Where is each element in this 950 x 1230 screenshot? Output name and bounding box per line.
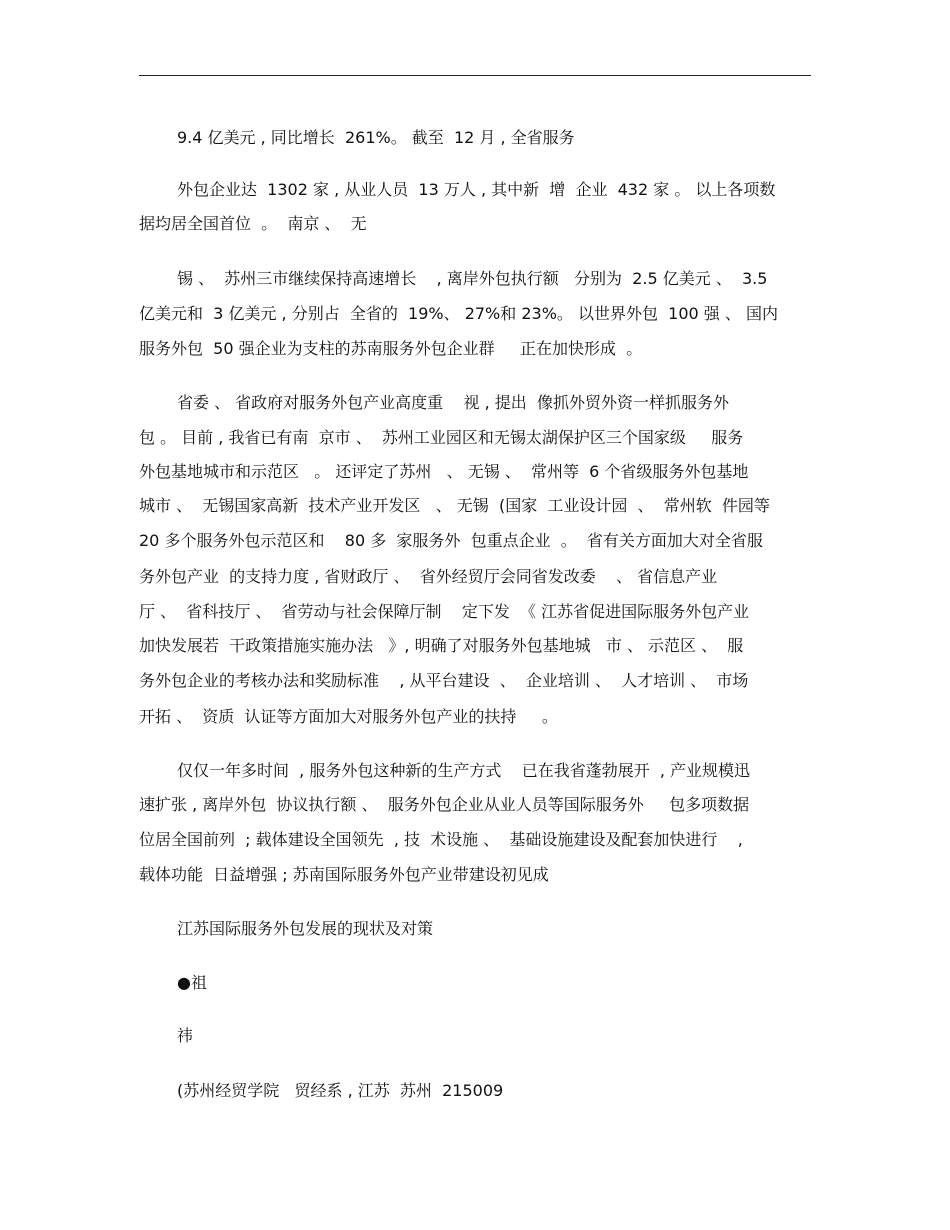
text-line: 仅仅一年多时间 , 服务外包这种新的生产方式 已在我省蓬勃展开 , 产业规模迅 xyxy=(177,761,751,780)
text-line: 外包基地城市和示范区 。 还评定了苏州 、 无锡 、 常州等 6 个省级服务外包基地 xyxy=(139,462,749,481)
text-line: 包 。 目前 , 我省已有南 京市 、 苏州工业园区和无锡太湖保护区三个国家级 服务 xyxy=(139,428,744,447)
text-line: 省委 、 省政府对服务外包产业高度重 视 , 提出 像抓外贸外资一样抓服务外 xyxy=(177,393,729,412)
text-line: 速扩张 , 离岸外包 协议执行额 、 服务外包企业从业人员等国际服务外 包多项数据 xyxy=(139,795,750,814)
text-line: 厅 、 省科技厅 、 省劳动与社会保障厅制 定下发 《 江苏省促进国际服务外包产业 xyxy=(139,602,750,621)
text-line: 据均居全国首位 。 南京 、 无 xyxy=(139,214,367,233)
text-line: 9.4 亿美元 , 同比增长 261%。 截至 12 月 , 全省服务 xyxy=(177,128,575,147)
text-line: 务外包产业 的支持力度 , 省财政厅 、 省外经贸厅会同省发改委 、 省信息产业 xyxy=(139,567,718,586)
author-line: ●祖 xyxy=(177,973,207,992)
text-line: 亿美元和 3 亿美元 , 分别占 全省的 19%、 27%和 23%。 以世界外包 100 强 、 国内 xyxy=(139,304,778,323)
text-line: 位居全国前列 ; 载体建设全国领先 , 技 术设施 、 基础设施建设及配套加快进行 , xyxy=(139,830,743,849)
text-line: 20 多个服务外包示范区和 80 多 家服务外 包重点企业 。 省有关方面加大对全省服 xyxy=(139,531,763,550)
text-line: 城市 、 无锡国家高新 技术产业开发区 、 无锡 (国家 工业设计园 、 常州软 件园等 xyxy=(139,496,770,515)
text-line: 务外包企业的考核办法和奖励标准 , 从平台建设 、 企业培训 、 人才培训 、 市场 xyxy=(139,671,749,690)
text-line: 载体功能 日益增强 ; 苏南国际服务外包产业带建设初见成 xyxy=(139,865,549,884)
section-title: 江苏国际服务外包发展的现状及对策 xyxy=(177,919,434,938)
affiliation-line: (苏州经贸学院 贸经系 , 江苏 苏州 215009 xyxy=(177,1081,504,1100)
text-line: 锡 、 苏州三市继续保持高速增长 , 离岸外包执行额 分别为 2.5 亿美元 、 3.5 xyxy=(177,269,768,288)
author-line: 祎 xyxy=(177,1026,194,1045)
text-line: 加快发展若 干政策措施实施办法 》, 明确了对服务外包基地城 市 、 示范区 、 服 xyxy=(139,636,744,655)
text-line: 开拓 、 资质 认证等方面加大对服务外包产业的扶持 。 xyxy=(139,707,558,726)
text-line: 服务外包 50 强企业为支柱的苏南服务外包企业群 正在加快形成 。 xyxy=(139,339,643,358)
text-line: 外包企业达 1302 家 , 从业人员 13 万人 , 其中新 增 企业 432 家 。 以上各项数 xyxy=(177,180,776,199)
header-rule xyxy=(139,75,811,76)
